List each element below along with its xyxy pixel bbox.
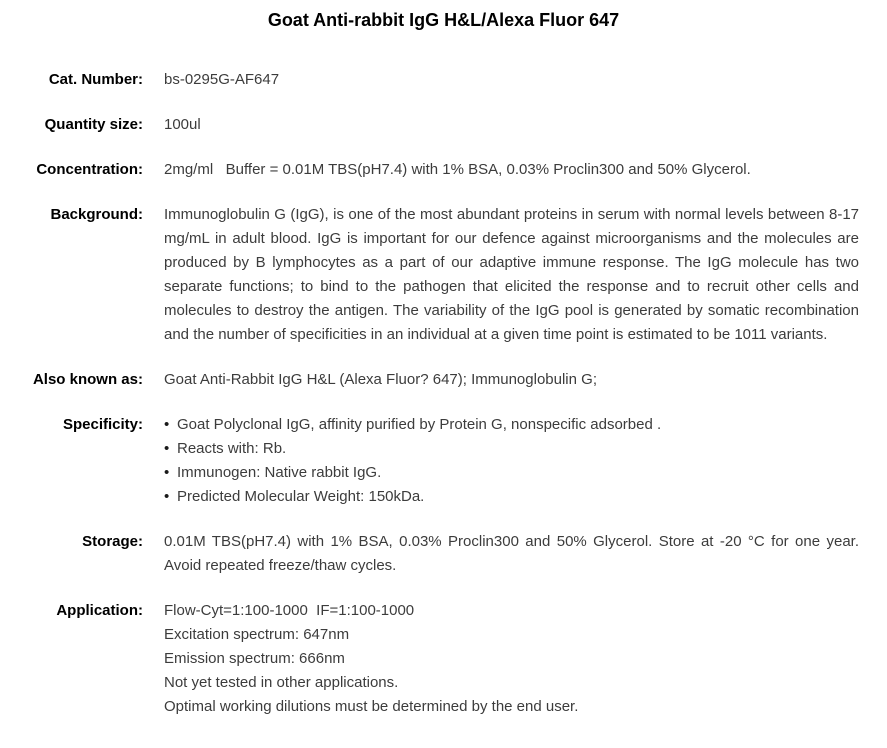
specificity-bullet-list	[164, 413, 859, 509]
also-known-as-label: Also known as:	[32, 371, 143, 388]
application-line: Emission spectrum: 666nm	[164, 650, 345, 667]
row-storage	[0, 530, 887, 578]
application-line: Excitation spectrum: 647nm	[164, 626, 350, 643]
storage-value: 0.01M TBS(pH7.4) with 1% BSA, 0.03% Proclin300 and 50% Glycerol. Store at -20 °C for one year. Avoid repeated freeze/thaw cycles.	[164, 533, 859, 574]
application-line: Flow-Cyt=1:100-1000 IF=1:100-1000	[164, 602, 415, 619]
specificity-bullet-item: • Immunogen: Native rabbit IgG.	[164, 461, 859, 485]
row-background	[0, 203, 887, 347]
row-cat-number	[0, 68, 887, 92]
specificity-bullet-item: • Goat Polyclonal IgG, affinity purified by Protein G, nonspecific adsorbed .	[164, 413, 859, 437]
row-quantity-size	[0, 113, 887, 137]
row-specificity	[0, 413, 887, 509]
row-concentration	[0, 158, 887, 182]
cat-number-label: Cat. Number:	[48, 71, 143, 88]
also-known-as-value: Goat Anti-Rabbit IgG H&L (Alexa Fluor? 647); Immunoglobulin G;	[164, 371, 597, 388]
quantity-size-label: Quantity size:	[44, 116, 143, 133]
specificity-bullet-item: • Predicted Molecular Weight: 150kDa.	[164, 485, 859, 509]
specificity-label: Specificity:	[62, 416, 143, 433]
application-label: Application:	[56, 602, 143, 619]
specificity-bullet-item: • Reacts with: Rb.	[164, 437, 859, 461]
storage-label: Storage:	[82, 533, 143, 550]
concentration-label: Concentration:	[36, 161, 143, 178]
quantity-size-value: 100ul	[164, 116, 201, 133]
row-also-known-as	[0, 368, 887, 392]
background-value: Immunoglobulin G (IgG), is one of the most abundant proteins in serum with normal levels between 8-17 mg/mL in adult blood. IgG is important for our defence against microorganisms and the molecules are produced by B lymphocytes as a part of our adaptive immune response. The IgG molecule has two separate functions; to bind to the pathogen that elicited the response and to recruit other cells and molecules to destroy the antigen. The variability of the IgG pool is generated by somatic recombination and the number of specificities in an individual at a given time point is estimated to be 1011 variants.	[164, 206, 859, 343]
application-line: Not yet tested in other applications.	[164, 674, 399, 691]
row-application	[0, 599, 887, 719]
background-label: Background:	[50, 206, 143, 223]
page-title: Goat Anti-rabbit IgG H&L/Alexa Fluor 647	[267, 10, 620, 30]
application-line: Optimal working dilutions must be determined by the end user.	[164, 698, 579, 715]
concentration-value: 2mg/ml Buffer = 0.01M TBS(pH7.4) with 1% BSA, 0.03% Proclin300 and 50% Glycerol.	[164, 161, 751, 178]
cat-number-value: bs-0295G-AF647	[164, 71, 280, 88]
application-value	[164, 599, 859, 719]
specificity-value	[164, 413, 859, 509]
